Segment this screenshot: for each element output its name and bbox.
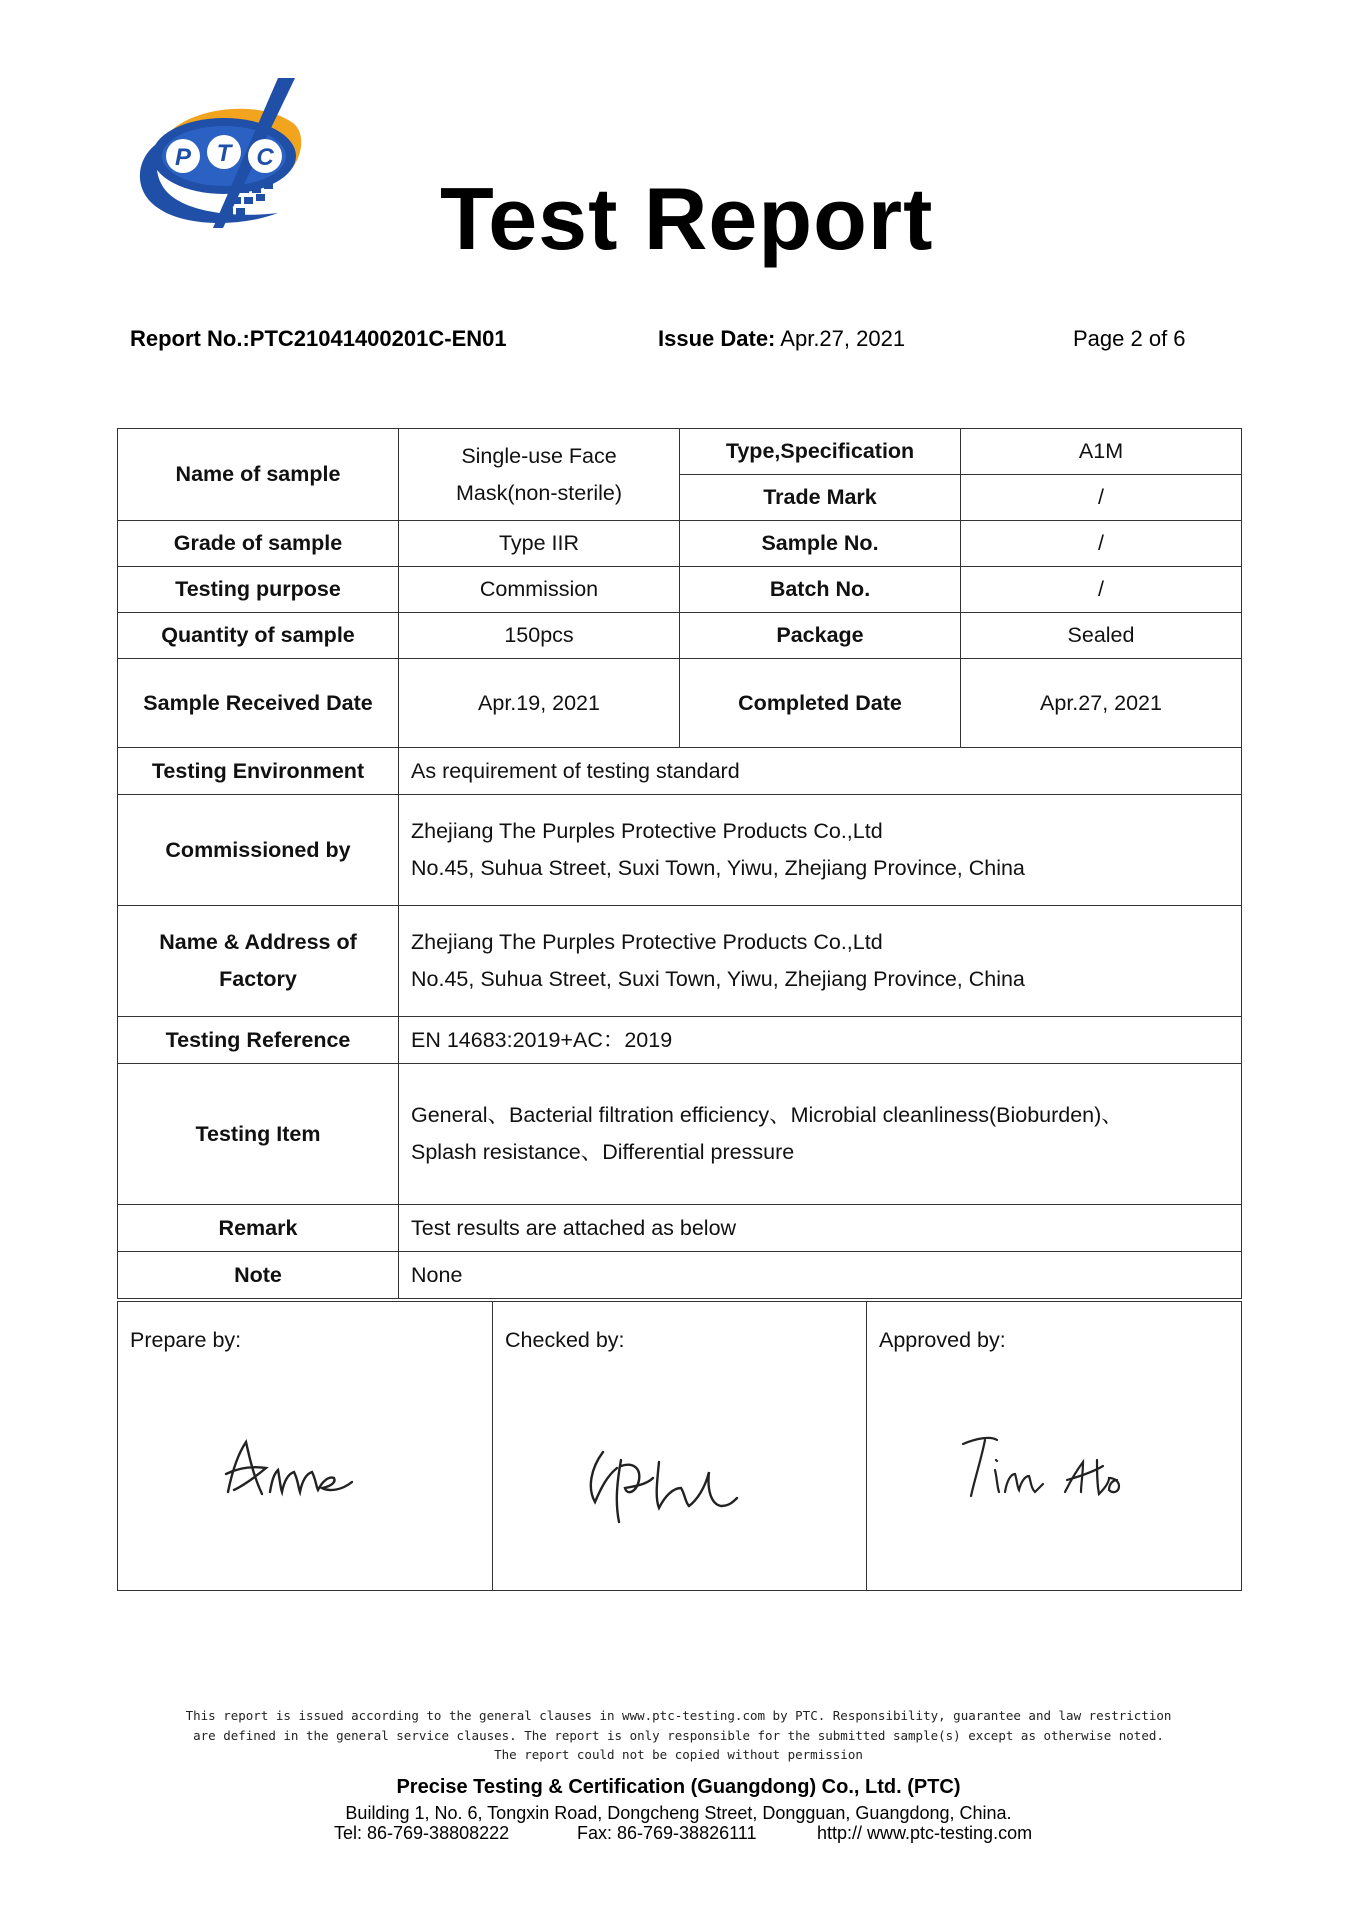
company-name: Precise Testing & Certification (Guangdong) Co., Ltd. (PTC) <box>396 1776 961 1798</box>
name-of-sample-line1: Single-use Face <box>461 443 617 468</box>
sample-info-table <box>117 428 1242 1299</box>
item-value <box>399 1064 1242 1205</box>
completed-date-label: Completed Date <box>680 659 961 748</box>
logo-letter-c: C <box>256 144 274 171</box>
item-line2: Splash resistance、Differential pressure <box>411 1140 795 1164</box>
batch-value: / <box>961 567 1242 613</box>
factory-line2: No.45, Suhua Street, Suxi Town, Yiwu, Zhejiang Province, China <box>411 967 1025 991</box>
table-row <box>118 613 1242 659</box>
name-of-sample-label: Name of sample <box>118 429 399 521</box>
table-row <box>118 748 1242 795</box>
table-row <box>118 795 1242 906</box>
table-row <box>118 906 1242 1017</box>
report-number-value: PTC21041400201C-EN01 <box>249 326 507 351</box>
table-row <box>118 1205 1242 1252</box>
prepare-signature <box>218 1432 398 1512</box>
issue-date-value: Apr.27, 2021 <box>780 326 906 351</box>
sample-no-value: / <box>961 521 1242 567</box>
commissioned-value <box>399 795 1242 906</box>
purpose-label: Testing purpose <box>118 567 399 613</box>
table-row <box>118 1017 1242 1064</box>
table-row <box>118 521 1242 567</box>
reference-value: EN 14683:2019+AC：2019 <box>399 1017 1242 1064</box>
issue-date <box>658 326 905 352</box>
company-tel: Tel: 86-769-38808222 <box>334 1823 510 1843</box>
type-spec-value: A1M <box>961 429 1242 475</box>
approved-label: Approved by: <box>879 1328 1006 1352</box>
disclaimer <box>0 1706 1357 1765</box>
trade-mark-value: / <box>961 475 1242 521</box>
batch-label: Batch No. <box>680 567 961 613</box>
table-row <box>118 1302 1242 1591</box>
reference-label: Testing Reference <box>118 1017 399 1064</box>
prepare-label: Prepare by: <box>130 1328 242 1352</box>
company-address: Building 1, No. 6, Tongxin Road, Dongcheng Street, Dongguan, Guangdong, China. <box>345 1803 1012 1823</box>
ptc-logo <box>128 78 308 238</box>
table-row <box>118 1252 1242 1299</box>
factory-line1: Zhejiang The Purples Protective Products Co.,Ltd <box>411 930 883 955</box>
grade-label: Grade of sample <box>118 521 399 567</box>
report-number-label: Report No.: <box>130 326 250 351</box>
environment-label: Testing Environment <box>118 748 399 795</box>
name-of-sample-value <box>399 429 680 521</box>
purpose-value: Commission <box>399 567 680 613</box>
disclaimer-line3: The report could not be copied without permission <box>494 1747 863 1762</box>
factory-value <box>399 906 1242 1017</box>
signature-table <box>117 1301 1242 1591</box>
checked-cell <box>493 1302 867 1591</box>
report-number <box>130 326 507 352</box>
package-value: Sealed <box>961 613 1242 659</box>
quantity-label: Quantity of sample <box>118 613 399 659</box>
factory-label <box>118 906 399 1017</box>
checked-label: Checked by: <box>505 1328 625 1352</box>
sample-no-label: Sample No. <box>680 521 961 567</box>
company-fax: Fax: 86-769-38826111 <box>577 1823 757 1843</box>
environment-value: As requirement of testing standard <box>399 748 1242 795</box>
item-label: Testing Item <box>118 1064 399 1205</box>
table-row <box>118 659 1242 748</box>
commissioned-line1: Zhejiang The Purples Protective Products Co.,Ltd <box>411 819 883 844</box>
disclaimer-line2: are defined in the general service clauses. The report is only responsible for the submitted sample(s) except as otherwise noted. <box>193 1727 1164 1743</box>
commissioned-line2: No.45, Suhua Street, Suxi Town, Yiwu, Zhejiang Province, China <box>411 856 1025 880</box>
note-value: None <box>399 1252 1242 1299</box>
table-row <box>118 567 1242 613</box>
factory-label-line1: Name & Address of <box>159 930 357 955</box>
name-of-sample-line2: Mask(non-sterile) <box>455 480 623 505</box>
logo-letter-t: T <box>216 140 232 167</box>
completed-date-value: Apr.27, 2021 <box>961 659 1242 748</box>
approved-signature <box>957 1430 1147 1510</box>
received-date-value: Apr.19, 2021 <box>399 659 680 748</box>
remark-label: Remark <box>118 1205 399 1252</box>
approved-cell <box>867 1302 1242 1591</box>
issue-date-label: Issue Date: <box>658 326 776 351</box>
type-spec-label: Type,Specification <box>680 429 961 475</box>
package-label: Package <box>680 613 961 659</box>
commissioned-label: Commissioned by <box>118 795 399 906</box>
factory-label-line2: Factory <box>219 967 297 991</box>
page-number: Page 2 of 6 <box>1073 326 1186 351</box>
company-web: http:// www.ptc-testing.com <box>817 1823 1033 1843</box>
logo-letter-p: P <box>174 144 192 171</box>
note-label: Note <box>118 1252 399 1299</box>
trade-mark-label: Trade Mark <box>680 475 961 521</box>
remark-value: Test results are attached as below <box>399 1205 1242 1252</box>
quantity-value: 150pcs <box>399 613 680 659</box>
table-row <box>118 429 1242 475</box>
prepare-cell <box>118 1302 493 1591</box>
table-row <box>118 1064 1242 1205</box>
item-line1: General、Bacterial filtration efficiency、Microbial cleanliness(Bioburden)、 <box>411 1103 1123 1128</box>
document-title: Test Report <box>440 169 934 268</box>
checked-signature <box>581 1432 751 1532</box>
grade-value: Type IIR <box>399 521 680 567</box>
received-date-label: Sample Received Date <box>118 659 399 748</box>
disclaimer-line1: This report is issued according to the general clauses in www.ptc-testing.com by PTC. Responsibility, guarantee and law restriction <box>185 1708 1172 1723</box>
